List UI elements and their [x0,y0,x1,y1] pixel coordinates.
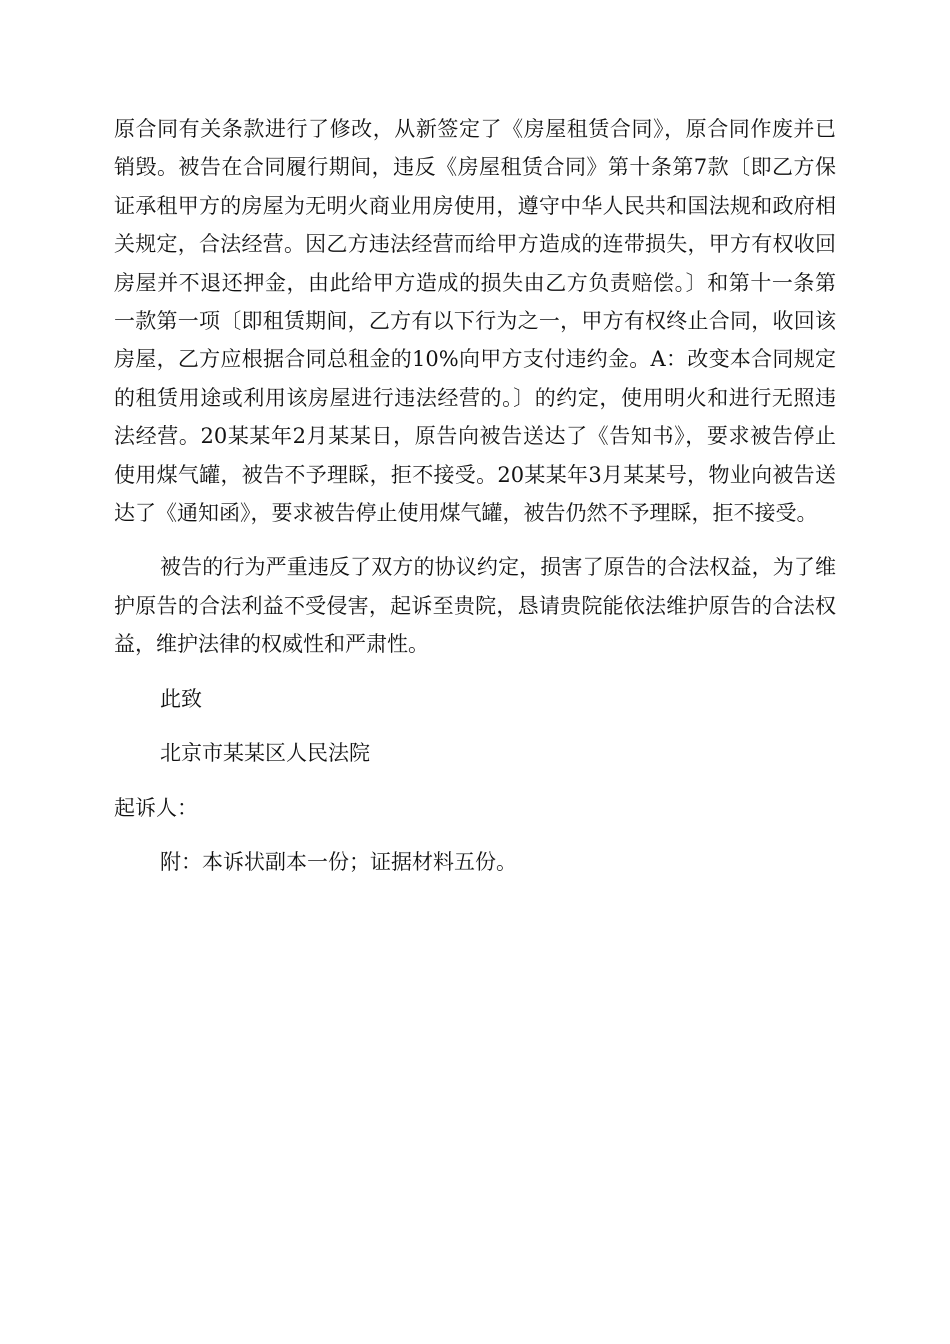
court-addressee: 北京市某某区人民法院 [160,741,370,766]
plaintiff-signature-label: 起诉人： [114,795,198,820]
complaint-facts-paragraph: 原合同有关条款进行了修改，从新签定了《房屋租赁合同》，原合同作废并已销毁。被告在合同履行期间，违反《房屋租赁合同》第十条第7款〔即乙方保证承租甲方的房屋为无明火商业用房使用，遵守中华人民共和国法规和政府相关规定，合法经营。因乙方违法经营而给甲方造成的连带损失，甲方有权收回房屋并不退还押金，由此给甲方造成的损失由乙方负责赔偿。〕和第十一条第一款第一项〔即租赁期间，乙方有以下行为之一，甲方有权终止合同，收回该房屋，乙方应根据合同总租金的10%向甲方支付违约金。A：改变本合同规定的租赁用途或利用该房屋进行违法经营的。〕的约定，使用明火和进行无照违法经营。20某某年2月某某日，原告向被告送达了《告知书》，要求被告停止使用煤气罐，被告不予理睬，拒不接受。20某某年3月某某号，物业向被告送达了《通知函》，要求被告停止使用煤气罐，被告仍然不予理睬，拒不接受。 [114,117,836,526]
salutation: 此致 [160,686,202,711]
document-body [114,110,836,881]
attachment-note: 附：本诉状副本一份；证据材料五份。 [160,849,517,874]
complaint-request-paragraph: 被告的行为严重违反了双方的协议约定，损害了原告的合法权益，为了维护原告的合法利益不受侵害，起诉至贵院，恳请贵院能依法维护原告的合法权益，维护法律的权威性和严肃性。 [114,555,836,657]
